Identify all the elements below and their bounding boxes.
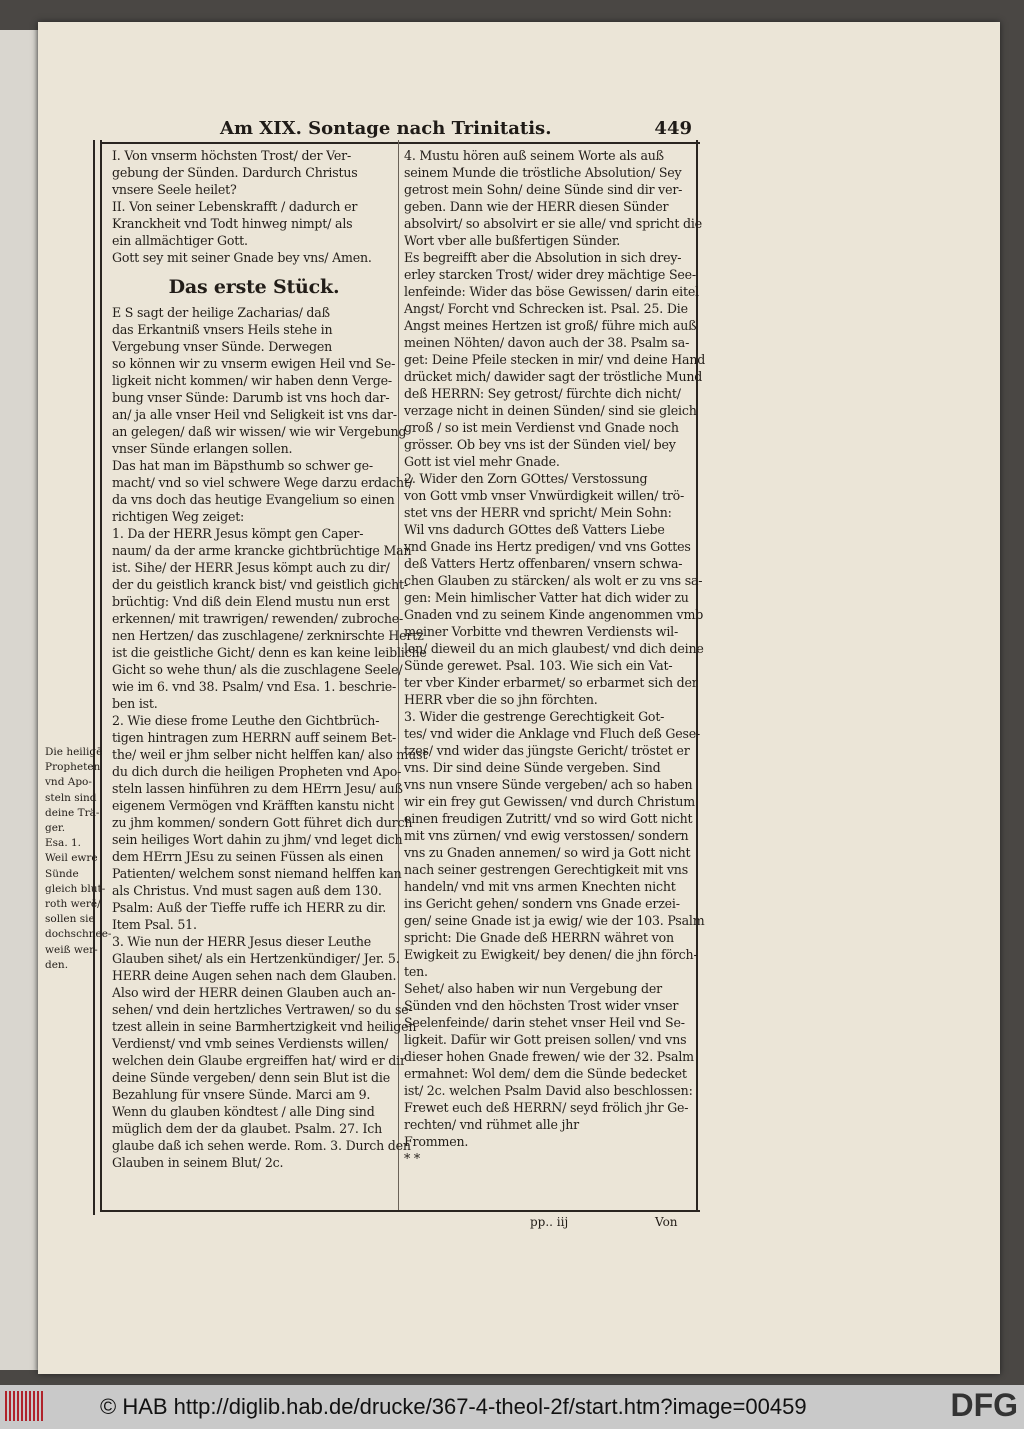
- note-line: vnd Apo-: [45, 776, 92, 789]
- text-line: ligkeit nicht kommen/ wir haben denn Verge-: [112, 373, 392, 388]
- text-line: seinem Munde die tröstliche Absolution/ Sey: [404, 165, 682, 180]
- text-line: meiner Vorbitte vnd thewren Verdiensts wil-: [404, 624, 679, 639]
- note-line: dochschnee-: [45, 928, 112, 941]
- text-line: HERR deine Augen sehen nach dem Glauben.: [112, 968, 397, 983]
- note-line: Sünde: [45, 867, 79, 880]
- text-line: rechten/ vnd rühmet alle jhr: [404, 1117, 579, 1132]
- dfg-logo: DFG: [950, 1387, 1018, 1423]
- copyright-url[interactable]: © HAB http://diglib.hab.de/drucke/367-4-theol-2f/start.htm?image=00459: [100, 1394, 807, 1419]
- text-line: du dich durch die heiligen Propheten vnd Apo-: [112, 764, 402, 779]
- text-line: Bezahlung für vnsere Sünde. Marci am 9.: [112, 1087, 371, 1102]
- text-line: Sünden vnd den höchsten Trost wider vnser: [404, 998, 679, 1013]
- text-line: glaube daß ich sehen werde. Rom. 3. Durch den: [112, 1138, 411, 1153]
- text-line: stet vns der HERR vnd spricht/ Mein Sohn:: [404, 505, 672, 520]
- text-line: spricht: Die Gnade deß HERRN währet von: [404, 930, 674, 945]
- text-line: brüchtig: Vnd diß dein Elend mustu nun erst: [112, 594, 390, 609]
- text-line: wie im 6. vnd 38. Psalm/ vnd Esa. 1. beschrie-: [112, 679, 397, 694]
- text-line: Glauben sihet/ als ein Hertzenkündiger/ Jer. 5.: [112, 951, 400, 966]
- text-line: Glauben in seinem Blut/ 2c.: [112, 1155, 284, 1170]
- text-line: get: Deine Pfeile stecken in mir/ vnd deine Hand: [404, 352, 706, 367]
- note-line: deine Trä-: [45, 806, 100, 819]
- note-line: sollen sie: [45, 913, 95, 926]
- text-line: als Christus. Vnd must sagen auß dem 130.: [112, 883, 382, 898]
- text-line: Gott ist viel mehr Gnade.: [404, 454, 560, 469]
- text-line: Angst/ Forcht vnd Schrecken ist. Psal. 25. Die: [404, 301, 688, 316]
- text-line: erkennen/ mit trawrigen/ rewenden/ zubroche-: [112, 611, 404, 626]
- text-line: handeln/ vnd mit vns armen Knechten nicht: [404, 879, 676, 894]
- text-line: dieser hohen Gnade frewen/ wie der 32. Psalm: [404, 1049, 694, 1064]
- text-line: vns nun vnsere Sünde vergeben/ ach so haben: [404, 777, 693, 792]
- text-line: Wort vber alle bußfertigen Sünder.: [404, 233, 621, 248]
- text-line: gebung der Sünden. Dardurch Christus: [112, 165, 358, 180]
- text-line: Frommen.: [404, 1134, 469, 1149]
- text-line: Ewigkeit zu Ewigkeit/ bey denen/ die jhn förch-: [404, 947, 698, 962]
- text-line: II. Von seiner Lebenskrafft / dadurch er: [112, 199, 358, 214]
- text-line: an/ ja alle vnser Heil vnd Seligkeit ist vns dar-: [112, 407, 397, 422]
- text-line: steln lassen hinführen zu dem HErrn Jesu/ auß: [112, 781, 403, 796]
- text-line: Das erste Stück.: [168, 276, 340, 298]
- text-line: tigen hintragen zum HERRN auff seinem Bet-: [112, 730, 397, 745]
- text-line: Gott sey mit seiner Gnade bey vns/ Amen.: [112, 250, 372, 265]
- text-line: I. Von vnserm höchsten Trost/ der Ver-: [112, 148, 352, 163]
- text-line: Seelenfeinde/ darin stehet vnser Heil vnd Se-: [404, 1015, 685, 1030]
- header-title: Am XIX. Sontage nach Trinitatis.: [220, 118, 552, 139]
- catchword: Von: [655, 1215, 678, 1229]
- note-line: Die heiligē: [45, 746, 103, 758]
- viewer-footer-bar: [0, 1385, 1024, 1429]
- text-line: vns zu Gnaden annemen/ so wird ja Gott nicht: [404, 845, 691, 860]
- note-line: den.: [45, 958, 69, 971]
- text-line: ein allmächtiger Gott.: [112, 233, 248, 248]
- text-line: Wenn du glauben köndtest / alle Ding sind: [112, 1104, 375, 1119]
- text-line: eigenem Vermögen vnd Kräfften kanstu nicht: [112, 798, 395, 813]
- text-line: 2. Wie diese frome Leuthe den Gichtbrüch-: [112, 713, 380, 728]
- text-line: gen: Mein himlischer Vatter hat dich wider zu: [404, 590, 689, 605]
- text-line: bung vnser Sünde: Darumb ist vns hoch dar-: [112, 390, 390, 405]
- text-line: Das hat man im Bäpsthumb so schwer ge-: [112, 458, 373, 473]
- text-line: meinen Nöhten/ davon auch der 38. Psalm sa-: [404, 335, 690, 350]
- left-column: [112, 147, 428, 1171]
- text-line: Gnaden vnd zu seinem Kinde angenommen vmb: [404, 607, 704, 622]
- text-line: mit vns zürnen/ vnd ewig verstossen/ sondern: [404, 828, 689, 843]
- text-line: ist. Sihe/ der HERR Jesus kömpt auch zu dir/: [112, 560, 390, 575]
- text-line: Psalm: Auß der Tieffe ruffe ich HERR zu dir.: [112, 900, 387, 915]
- text-line: Patienten/ welchem sonst niemand helffen kan: [112, 866, 402, 881]
- text-line: vnd Gnade ins Hertz predigen/ vnd vns Gottes: [404, 539, 691, 554]
- adjacent-page-edge: [0, 30, 42, 1370]
- text-line: len/ dieweil du an mich glaubest/ vnd dich deine: [404, 641, 704, 656]
- text-line: richtigen Weg zeiget:: [112, 509, 245, 524]
- text-line: nach seiner gestrengen Gerechtigkeit mit vns: [404, 862, 688, 877]
- text-line: * *: [404, 1151, 420, 1166]
- note-line: steln sind: [45, 791, 97, 804]
- text-line: der du geistlich kranck bist/ vnd geistlich gicht-: [112, 577, 408, 592]
- text-line: 2. Wider den Zorn GOttes/ Verstossung: [404, 471, 648, 486]
- text-line: da vns doch das heutige Evangelium so einen: [112, 492, 395, 507]
- text-line: einen freudigen Zutritt/ vnd so wird Gott nicht: [404, 811, 693, 826]
- page-number: 449: [654, 118, 692, 139]
- text-line: Kranckheit vnd Todt hinweg nimpt/ als: [112, 216, 353, 231]
- text-line: Angst meines Hertzen ist groß/ führe mich auß: [404, 318, 697, 333]
- text-line: so können wir zu vnserm ewigen Heil vnd Se-: [112, 356, 396, 371]
- text-line: ter vber Kinder erbarmet/ so erbarmet sich der: [404, 675, 698, 690]
- text-line: das Erkantniß vnsers Heils stehe in: [112, 322, 333, 337]
- text-line: Gicht so wehe thun/ als die zuschlagene Seele/: [112, 662, 403, 677]
- right-column: [404, 147, 706, 1167]
- text-line: vns. Dir sind deine Sünde vergeben. Sind: [404, 760, 661, 775]
- bottom-rule: [100, 1210, 700, 1212]
- text-line: Item Psal. 51.: [112, 917, 197, 932]
- text-line: Sünde gerewet. Psal. 103. Wie sich ein Vat-: [404, 658, 673, 673]
- text-line: Also wird der HERR deinen Glauben auch an-: [112, 985, 396, 1000]
- text-line: ten.: [404, 964, 428, 979]
- text-line: getrost mein Sohn/ deine Sünde sind dir ver-: [404, 182, 683, 197]
- text-line: tzest allein in seine Barmhertzigkeit vnd heiligen: [112, 1019, 417, 1034]
- text-line: ermahnet: Wol dem/ dem die Sünde bedecket: [404, 1066, 687, 1081]
- note-line: ger.: [45, 822, 66, 835]
- text-line: nen Hertzen/ das zuschlagene/ zerknirschte Hertz: [112, 628, 424, 643]
- text-line: lenfeinde: Wider das böse Gewissen/ darin eitel: [404, 284, 699, 299]
- text-line: ist/ 2c. welchen Psalm David also beschlossen:: [404, 1083, 693, 1098]
- text-line: gen/ seine Gnade ist ja ewig/ wie der 103. Psalm: [404, 913, 705, 928]
- text-line: zu jhm kommen/ sondern Gott führet dich durch: [112, 815, 413, 830]
- note-line: Propheten: [45, 761, 101, 774]
- text-line: vnsere Seele heilet?: [112, 182, 237, 197]
- text-line: 3. Wider die gestrenge Gerechtigkeit Got-: [404, 709, 665, 724]
- text-line: 1. Da der HERR Jesus kömpt gen Caper-: [112, 526, 364, 541]
- text-line: Vergebung vnser Sünde. Derwegen: [112, 339, 333, 354]
- text-line: tzes/ vnd wider das jüngste Gericht/ tröstet er: [404, 743, 690, 758]
- text-line: absolvirt/ so absolvirt er sie alle/ vnd spricht die: [404, 216, 702, 231]
- text-line: dem HErrn JEsu zu seinen Füssen als einen: [112, 849, 384, 864]
- note-line: Weil ewre: [45, 852, 98, 865]
- text-line: welchen dein Glaube ergreiffen hat/ wird er dir: [112, 1053, 406, 1068]
- text-line: erley starcken Trost/ wider drey mächtige See-: [404, 267, 696, 282]
- text-line: naum/ da der arme krancke gichtbrüchtige Man: [112, 543, 412, 558]
- text-line: deß HERRN: Sey getrost/ fürchte dich nicht/: [404, 386, 681, 401]
- note-line: Esa. 1.: [45, 837, 82, 850]
- text-line: ist die geistliche Gicht/ denn es kan keine leibliche: [112, 645, 427, 660]
- text-line: Wil vns dadurch GOttes deß Vatters Liebe: [404, 522, 665, 537]
- text-line: chen Glauben zu stärcken/ als wolt er zu vns sa-: [404, 573, 703, 588]
- text-line: groß / so ist mein Verdienst vnd Gnade noch: [404, 420, 679, 435]
- text-line: sehen/ vnd dein hertzliches Vertrawen/ so du se-: [112, 1002, 413, 1017]
- text-line: ben ist.: [112, 696, 158, 711]
- text-line: von Gott vmb vnser Vnwürdigkeit willen/ trö-: [404, 488, 685, 503]
- note-line: gleich blut-: [45, 882, 106, 895]
- text-line: Sehet/ also haben wir nun Vergebung der: [404, 981, 662, 996]
- text-line: the/ weil er jhm selber nicht helffen kan/ also must: [112, 747, 428, 762]
- note-line: weiß wer-: [45, 943, 98, 956]
- text-line: vnser Sünde erlangen sollen.: [112, 441, 293, 456]
- text-line: ins Gericht gehen/ sondern vns Gnade erzei-: [404, 896, 680, 911]
- text-line: ligkeit. Dafür wir Gott preisen sollen/ vnd vns: [404, 1032, 687, 1047]
- text-line: geben. Dann wie der HERR diesen Sünder: [404, 199, 669, 214]
- text-line: Verdienst/ vnd vmb seines Verdiensts willen/: [112, 1036, 389, 1051]
- text-line: verzage nicht in deinen Sünden/ sind sie gleich: [404, 403, 697, 418]
- text-line: deß Vatters Hertz offenbaren/ vnsern schwa-: [404, 556, 683, 571]
- text-line: 3. Wie nun der HERR Jesus dieser Leuthe: [112, 934, 372, 949]
- margin-note: [45, 745, 112, 973]
- text-line: Es begreifft aber die Absolution in sich drey-: [404, 250, 682, 265]
- text-line: deine Sünde vergeben/ denn sein Blut ist die: [112, 1070, 391, 1085]
- text-line: drücket mich/ dawider sagt der tröstliche Mund: [404, 369, 703, 384]
- signature-mark: pp.. iij: [530, 1215, 569, 1229]
- text-line: grösser. Ob bey vns ist der Sünden viel/ bey: [404, 437, 676, 452]
- text-line: macht/ vnd so viel schwere Wege darzu erdacht/: [112, 475, 413, 490]
- text-line: tes/ vnd wider die Anklage vnd Fluch deß Gese-: [404, 726, 701, 741]
- text-line: HERR vber die so jhn förchten.: [404, 692, 598, 707]
- text-line: Frewet euch deß HERRN/ seyd frölich jhr Ge-: [404, 1100, 689, 1115]
- text-line: wir ein frey gut Gewissen/ vnd durch Christum: [404, 794, 695, 809]
- outer-rule: [93, 140, 95, 1215]
- text-line: an gelegen/ daß wir wissen/ wie wir Vergebung: [112, 424, 407, 439]
- hab-logo-icon: [5, 1391, 45, 1421]
- text-line: müglich dem der da glaubet. Psalm. 27. Ich: [112, 1121, 383, 1136]
- note-line: roth werē/: [45, 898, 101, 911]
- text-line: E S sagt der heilige Zacharias/ daß: [112, 305, 330, 320]
- text-line: sein heiliges Wort dahin zu jhm/ vnd leget dich: [112, 832, 403, 847]
- text-line: 4. Mustu hören auß seinem Worte als auß: [404, 148, 664, 163]
